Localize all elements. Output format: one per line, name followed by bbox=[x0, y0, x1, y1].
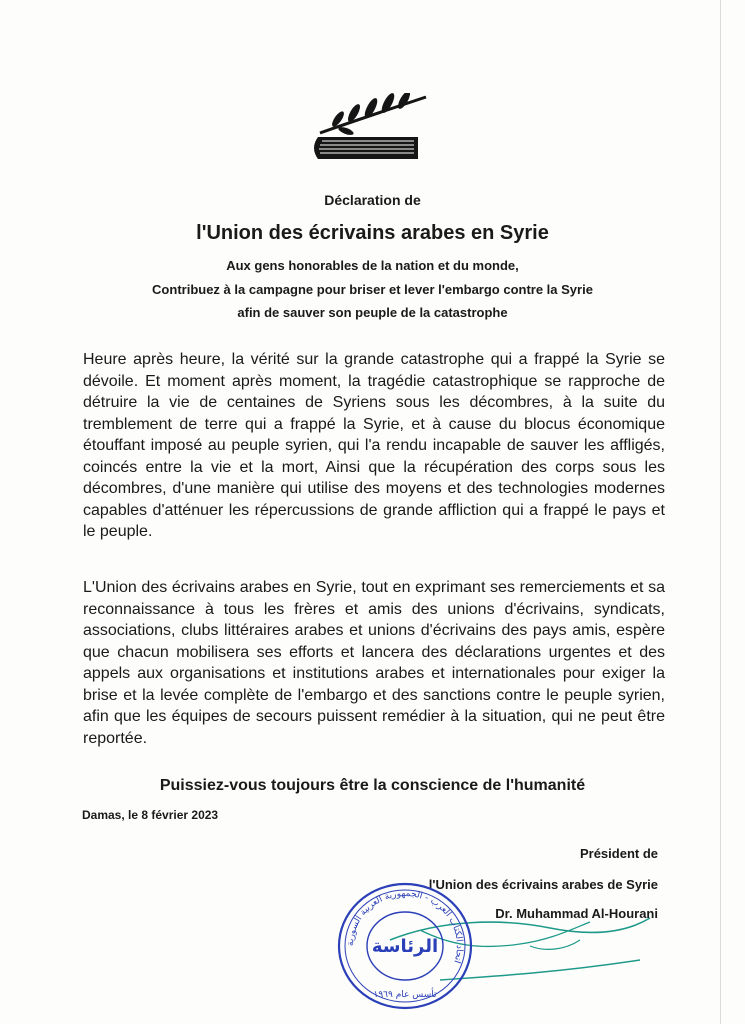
stamp-founded-text: تأسس عام ١٩٦٩ bbox=[373, 990, 437, 1000]
subtitle-line-3: afin de sauver son peuple de la catastrophe bbox=[237, 305, 508, 320]
official-stamp bbox=[335, 880, 475, 1012]
stamp-ring-text: اتحاد الكتاب العرب - الجمهورية العربية السورية bbox=[345, 888, 465, 965]
signatory-title: Président de bbox=[579, 846, 658, 861]
subtitle-line-1: Aux gens honorables de la nation et du monde, bbox=[226, 258, 519, 273]
signatory-organization: l'Union des écrivains arabes de Syrie bbox=[428, 877, 658, 892]
body-paragraph-2: L'Union des écrivains arabes en Syrie, tout en exprimant ses remerciements et sa reconnaissance à tous les frères et amis des unions d'écrivains, syndicats, associations, clubs littéraires arabes et unions d'écrivains des pays amis, espère que chacun mobilisera ses efforts et lancera des déclarations urgentes et des appels aux organisations et institutions arabes et internationales pour exiger la brise et la levée complète de l'embargo et des sanctions contre le peuple syrien, afin que les équipes de secours puissent remédier à la situation, qui ne peut être reportée. bbox=[83, 579, 665, 747]
declaration-label: Déclaration de bbox=[324, 192, 421, 208]
scan-edge-line bbox=[720, 0, 721, 1024]
stamp-center-text: الرئاسة bbox=[371, 936, 439, 957]
signatory-name: Dr. Muhammad Al-Hourani bbox=[495, 906, 658, 921]
olive-branch-book-logo-icon bbox=[308, 93, 438, 161]
body-paragraph-1: Heure après heure, la vérité sur la grande catastrophe qui a frappé la Syrie se dévoile. Et moment après moment, la tragédie catastrophique se rapproche de détruire la vie de centaines de Syriens sous les décombres, à la suite du tremblement de terre qui a frappé la Syrie, et à cause du blocus économique étouffant imposé au peuple syrien, qui l'a rendu incapable de sauver les affligés, coincés entre la vie et la mort, Ainsi que la récupération des corps sous les décombres, d'une manière qui utilise des moyens et des technologies modernes capables d'atténuer les répercussions de grande affliction qui a frappé le pays et le peuple. bbox=[83, 351, 665, 540]
closing-motto: Puissiez-vous toujours être la conscience de l'humanité bbox=[159, 777, 586, 794]
subtitle-line-2: Contribuez à la campagne pour briser et lever l'embargo contre la Syrie bbox=[152, 282, 593, 297]
document-date: Damas, le 8 février 2023 bbox=[82, 808, 219, 822]
organization-title: l'Union des écrivains arabes en Syrie bbox=[196, 222, 549, 244]
